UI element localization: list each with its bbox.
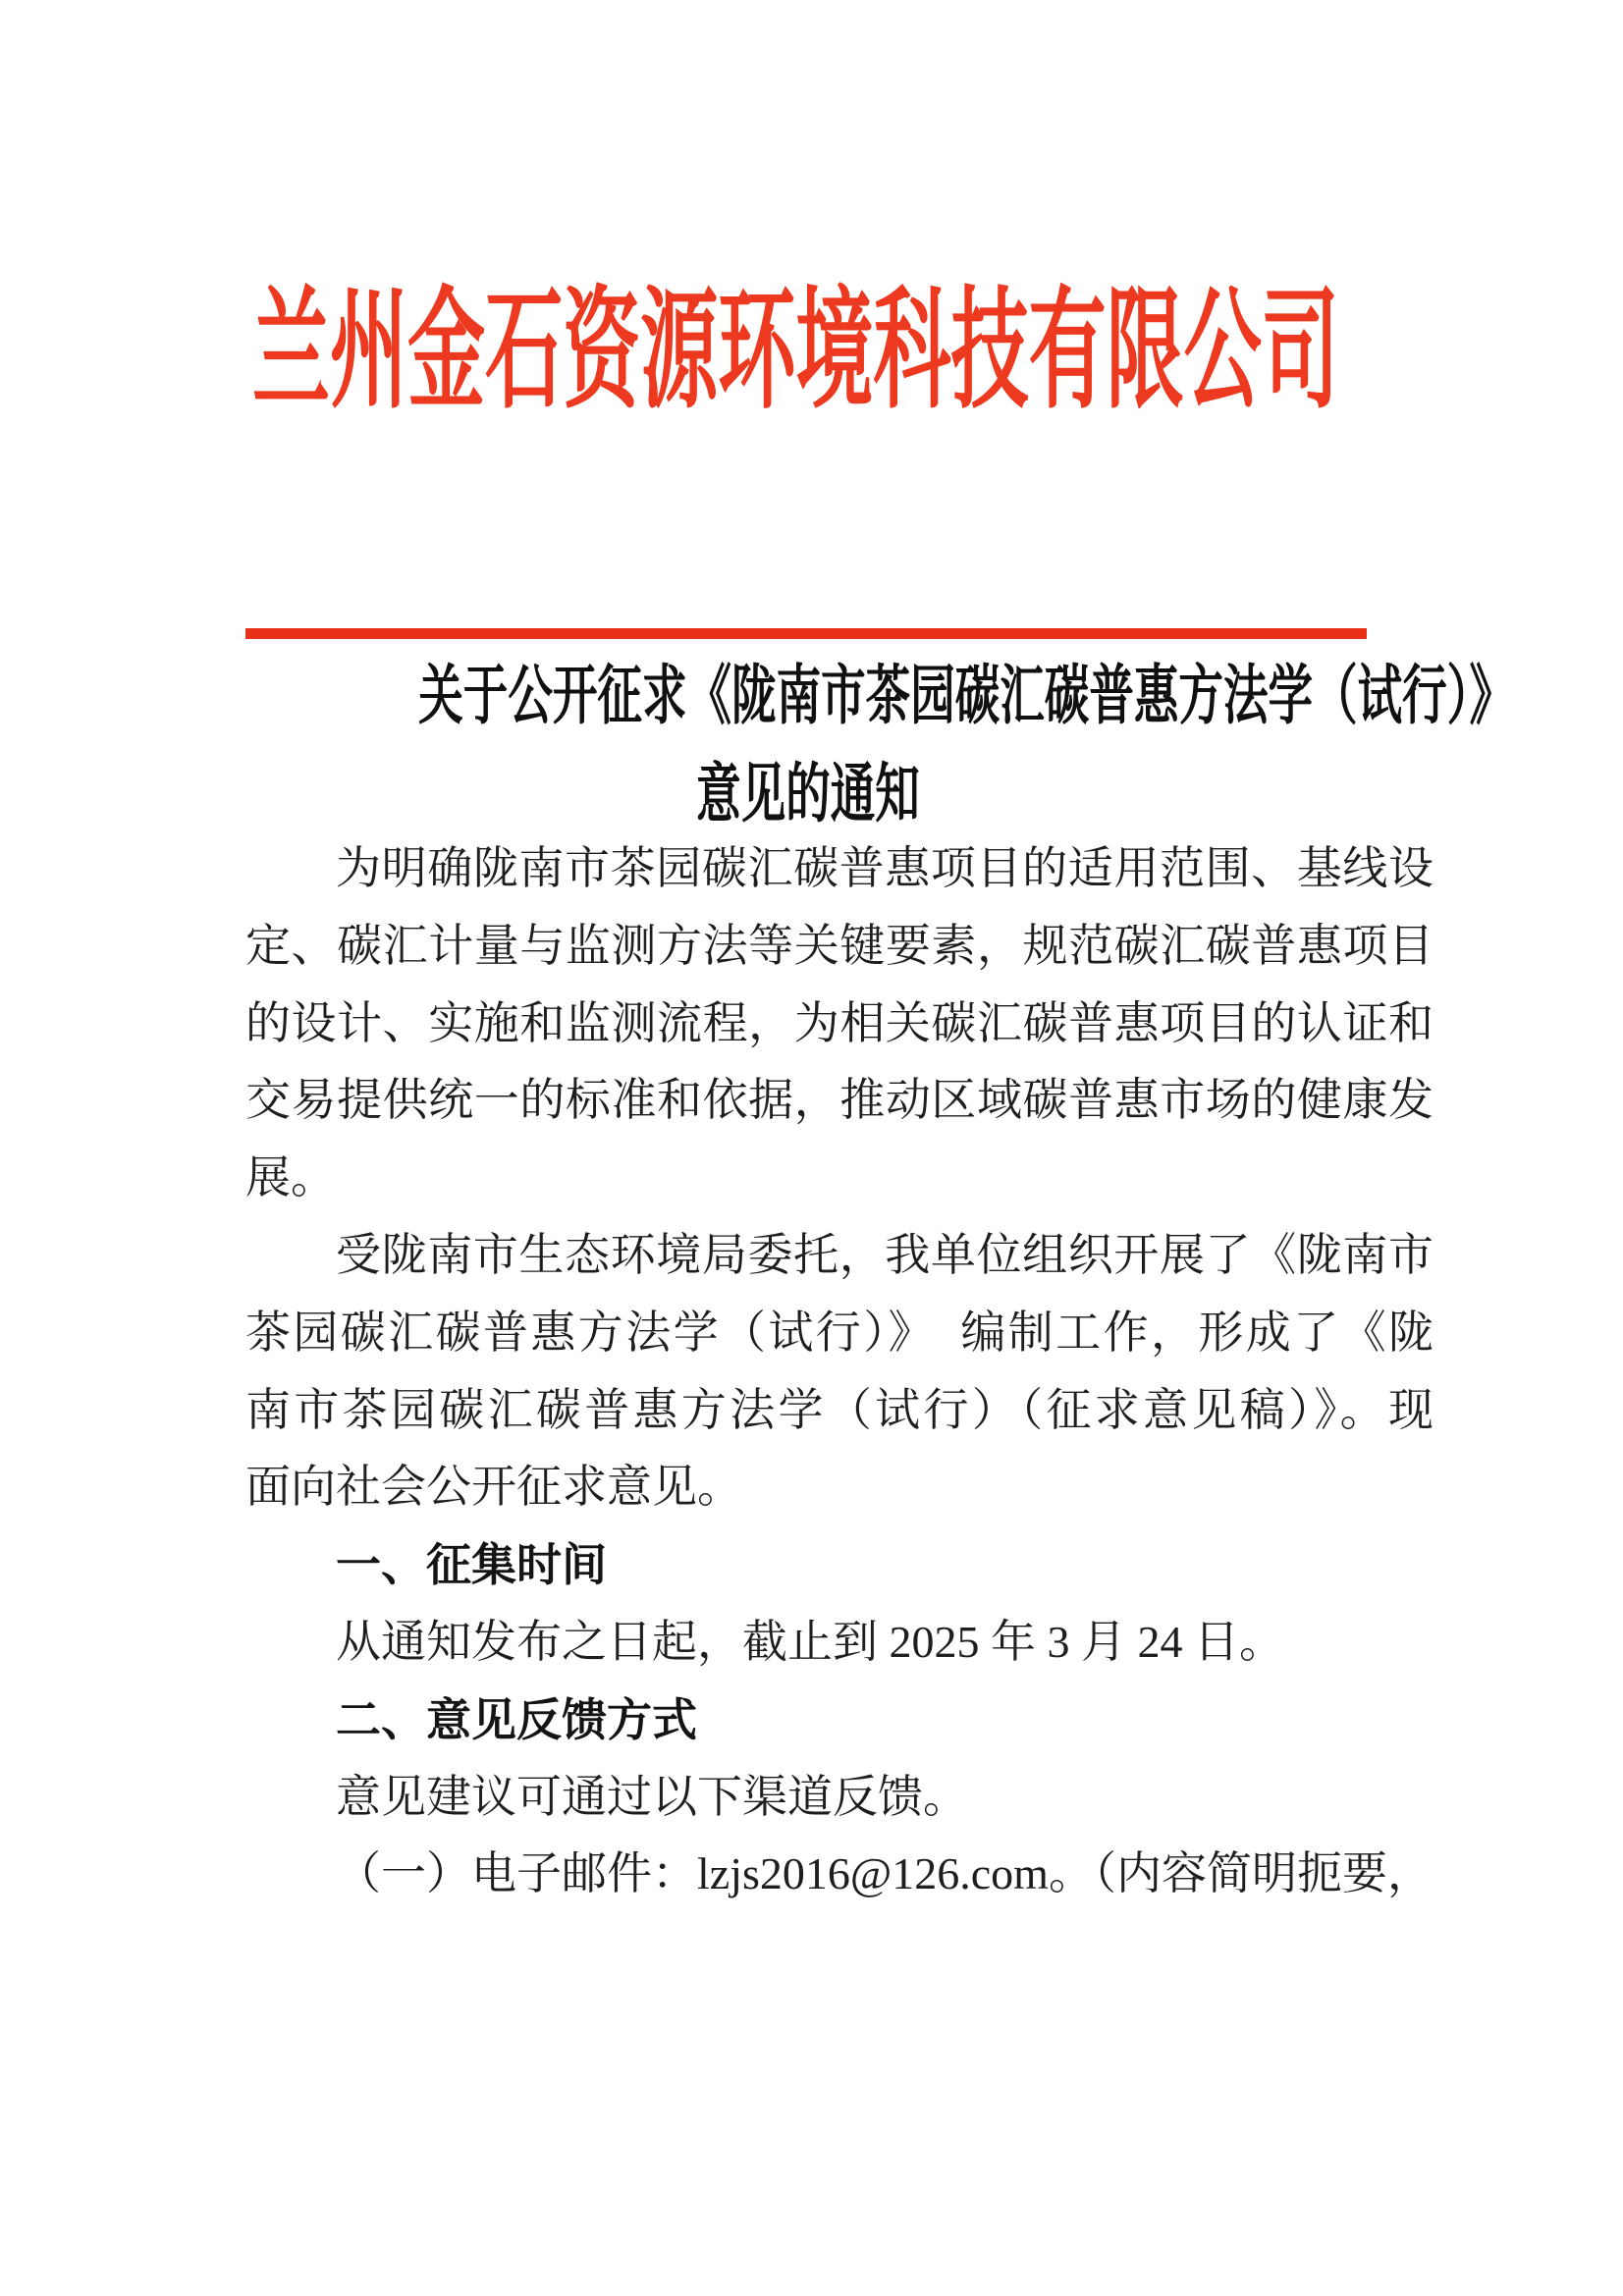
section2-intro-line: 意见建议可通过以下渠道反馈。 <box>336 1771 968 1822</box>
paragraph2-line: 受陇南市生态环境局委托，我单位组织开展了《陇南市 <box>336 1229 1434 1280</box>
notice-title <box>243 648 1514 844</box>
notice-body <box>245 830 1434 1913</box>
company-name: 兰州金石资源环境科技有限公司 <box>252 279 1339 424</box>
section2-heading: 二、意见反馈方式 <box>336 1693 697 1745</box>
paragraph1-line: 展。 <box>245 1152 336 1203</box>
notice-title-line1: 关于公开征求《陇南市茶园碳汇碳普惠方法学（试行）》 <box>418 661 1514 732</box>
paragraph2-line: 茶园碳汇碳普惠方法学（试行）》 编制工作，形成了《陇 <box>245 1307 1434 1358</box>
letterhead <box>252 279 1623 424</box>
section1-deadline-line: 从通知发布之日起，截止到 2025 年 3 月 24 日。 <box>336 1616 1284 1667</box>
section2-email-line: （一）电子邮件：lzjs2016@126.com。（内容简明扼要， <box>336 1848 1433 1899</box>
paragraph1-line: 定、碳汇计量与监测方法等关键要素，规范碳汇碳普惠项目 <box>245 920 1434 971</box>
paragraph2-line: 南市茶园碳汇碳普惠方法学（试行）（征求意见稿）》。现 <box>245 1384 1434 1435</box>
section1-heading: 一、征集时间 <box>336 1539 607 1591</box>
paragraph1-line: 为明确陇南市茶园碳汇碳普惠项目的适用范围、基线设 <box>336 843 1434 893</box>
paragraph1-line: 的设计、实施和监测流程，为相关碳汇碳普惠项目的认证和 <box>245 997 1434 1048</box>
notice-title-line2: 意见的通知 <box>696 759 920 830</box>
paragraph1-line: 交易提供统一的标准和依据，推动区域碳普惠市场的健康发 <box>245 1075 1434 1126</box>
paragraph2-line: 面向社会公开征求意见。 <box>245 1462 742 1513</box>
red-divider-rule <box>245 628 1367 639</box>
